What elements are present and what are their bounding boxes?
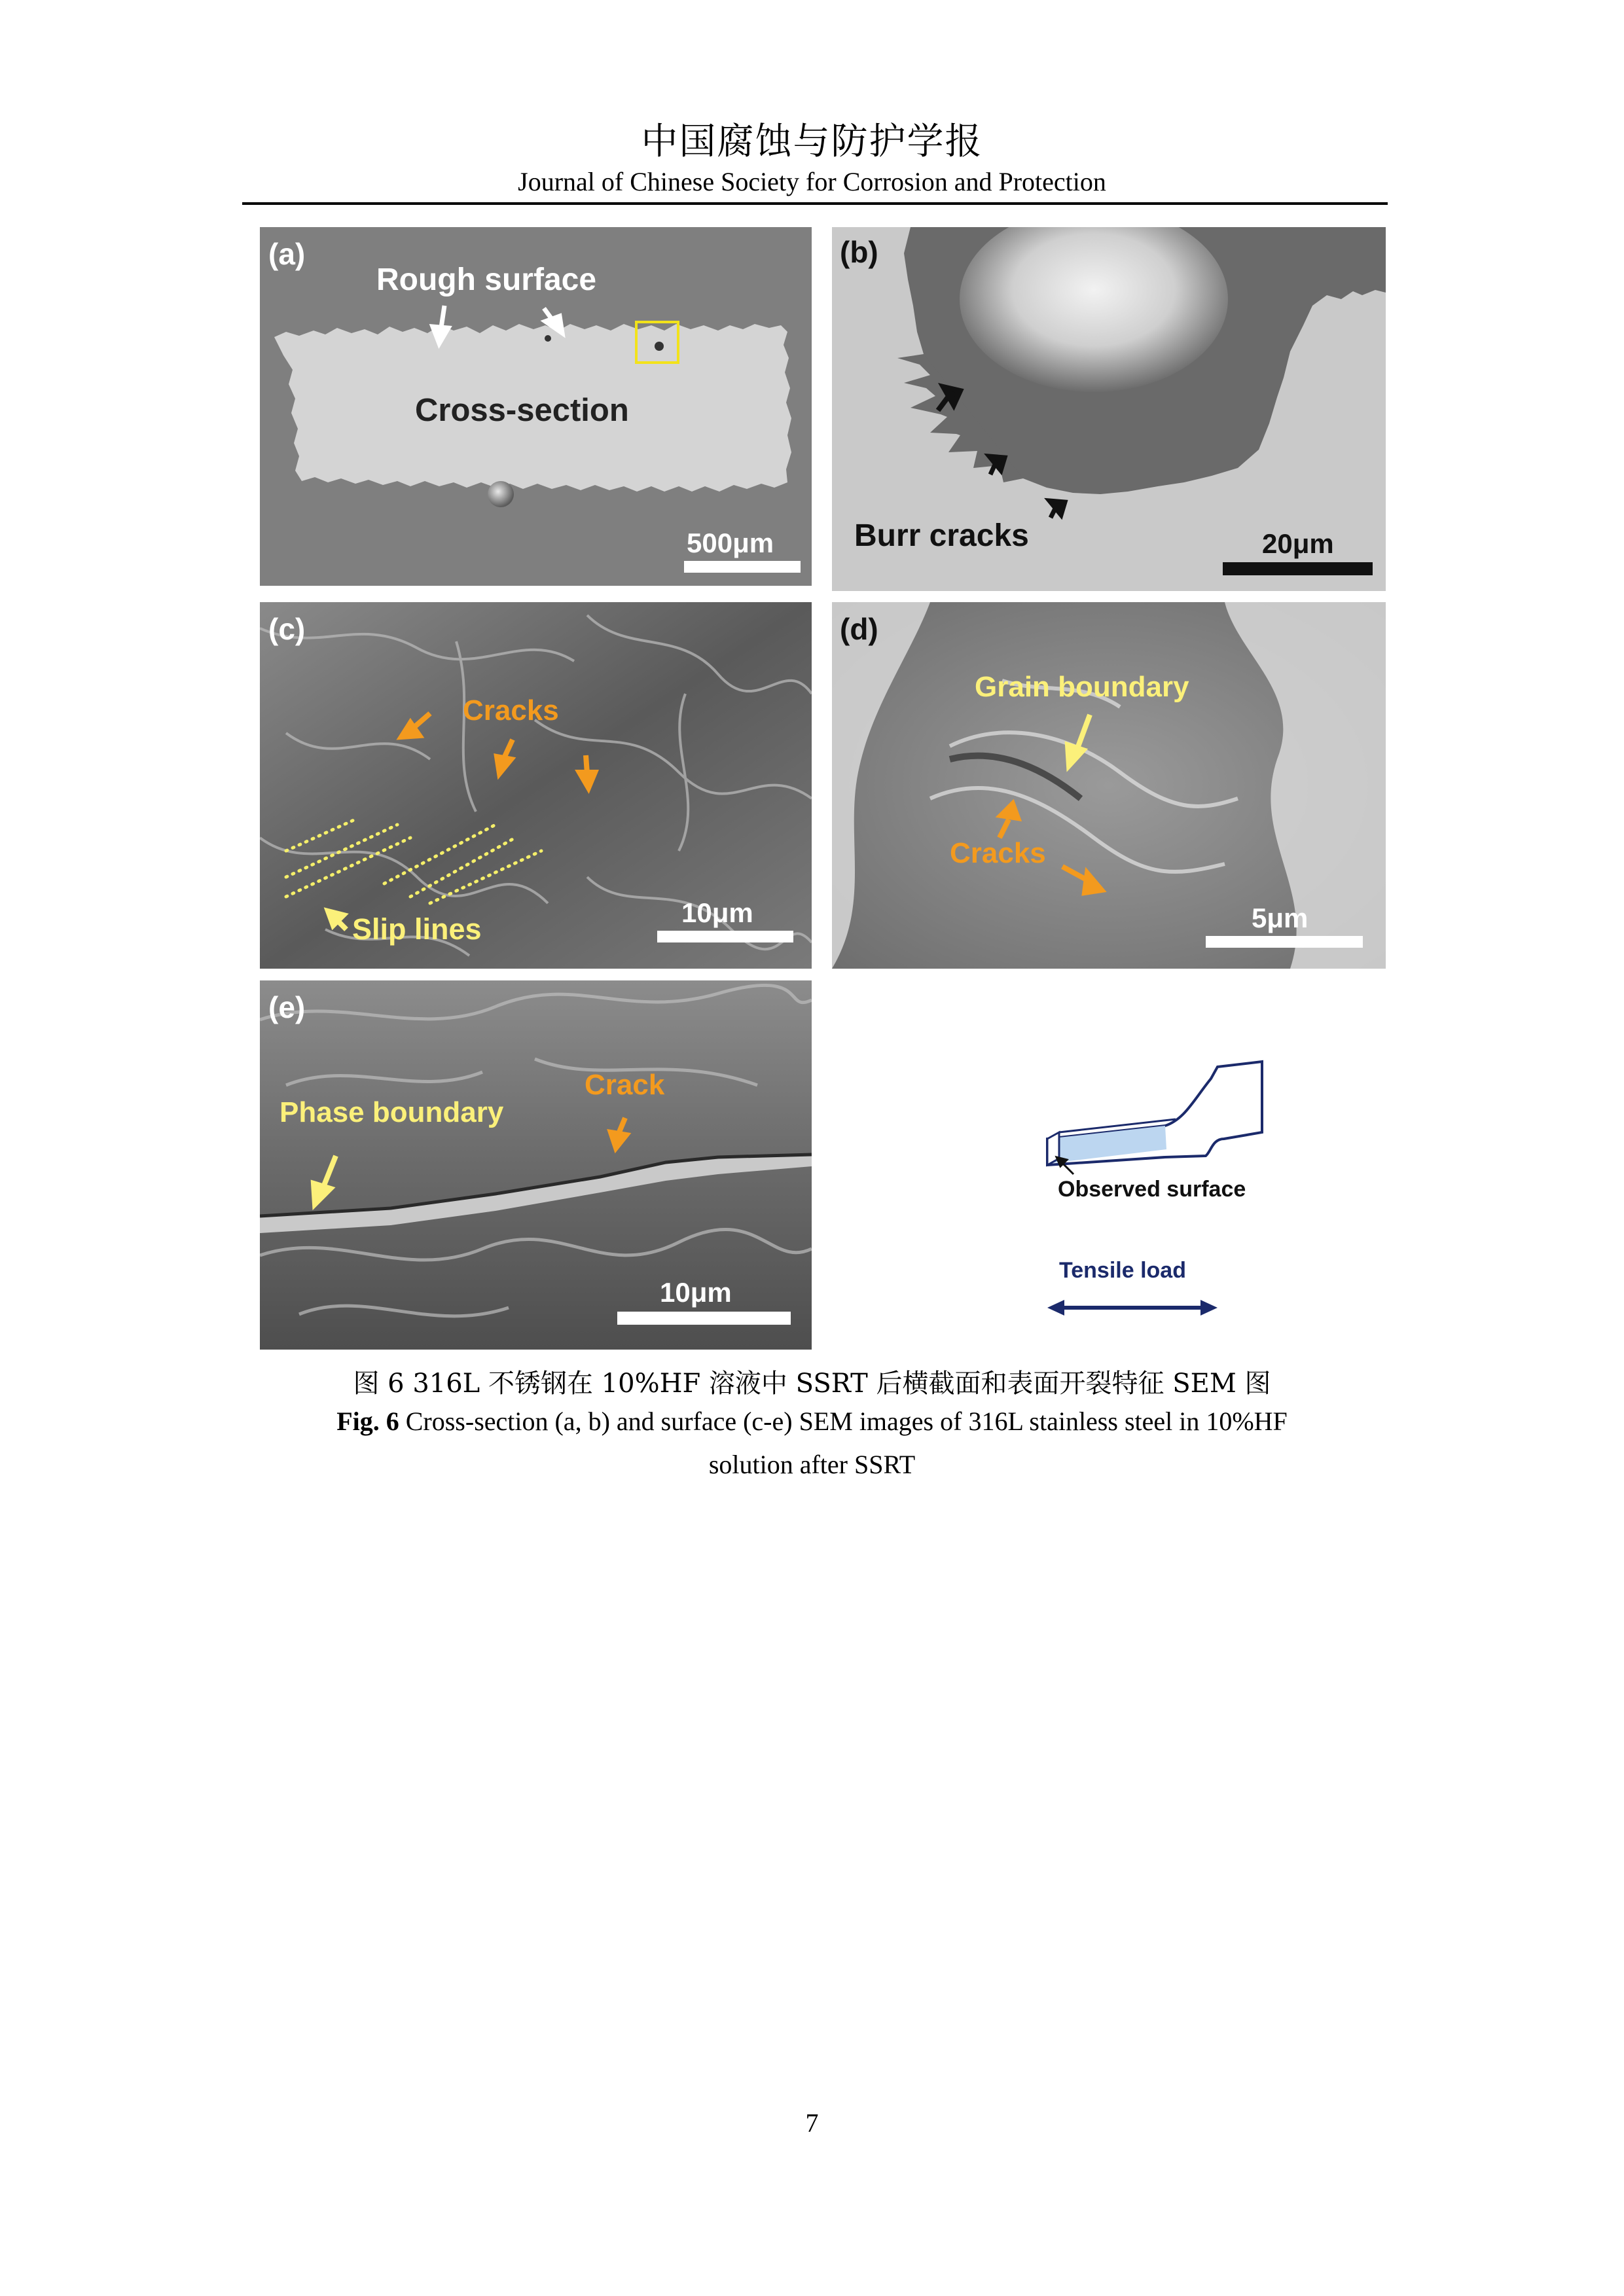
panel-c <box>260 602 812 969</box>
tensile-load-label: Tensile load <box>1059 1258 1186 1283</box>
caption-en-line1 <box>0 1406 1624 1437</box>
header-rule <box>242 202 1388 205</box>
scale-label: 20μm <box>1262 528 1334 559</box>
phase-boundary-label: Phase boundary <box>280 1096 504 1128</box>
panel-tag: (e) <box>268 990 306 1024</box>
slip-lines-label: Slip lines <box>352 912 482 946</box>
tensile-load-arrow <box>1047 1295 1218 1321</box>
scale-bar <box>1206 936 1363 948</box>
grain-boundary-label: Grain boundary <box>975 671 1189 703</box>
scale-label: 500μm <box>687 528 774 558</box>
observed-surface-label: Observed surface <box>1058 1177 1246 1202</box>
scale-label: 5μm <box>1252 903 1308 933</box>
specimen-schematic <box>1021 1028 1296 1302</box>
journal-title-en: Journal of Chinese Society for Corrosion and Protection <box>518 167 1106 196</box>
panel-tag: (d) <box>840 612 878 646</box>
cracks-label: Cracks <box>463 694 559 726</box>
caption-cn: 图 6 316L 不锈钢在 10%HF 溶液中 SSRT 后横截面和表面开裂特征 SEM 图 <box>353 1369 1271 1399</box>
panel-b <box>832 227 1386 591</box>
page-number: 7 <box>805 2108 819 2138</box>
panel-e <box>260 980 812 1350</box>
panel-a <box>260 227 812 586</box>
figure-label: Fig. 6 <box>336 1407 399 1436</box>
scale-bar <box>617 1312 791 1325</box>
burr-cracks-label: Burr cracks <box>854 518 1029 553</box>
scale-label: 10μm <box>681 897 753 928</box>
caption-en-text: Cross-section (a, b) and surface (c-e) SEM images of 316L stainless steel in 10%HF <box>399 1407 1288 1436</box>
pit-feature <box>488 481 514 507</box>
scale-bar <box>684 561 801 573</box>
journal-title-cn: 中国腐蚀与防护学报 <box>641 120 983 163</box>
rough-surface-label: Rough surface <box>376 262 597 297</box>
panel-d <box>832 602 1386 969</box>
panel-tag: (a) <box>268 237 306 271</box>
pit-mark <box>545 335 551 342</box>
panel-tag: (c) <box>268 612 306 646</box>
cracks-label: Cracks <box>950 837 1046 869</box>
crack-label: Crack <box>585 1069 665 1101</box>
scale-label: 10μm <box>660 1277 732 1308</box>
caption-en-line2: solution after SSRT <box>708 1450 916 1479</box>
scale-bar <box>1223 562 1373 575</box>
panel-tag: (b) <box>840 235 878 269</box>
cross-section-label: Cross-section <box>415 393 629 428</box>
pit-mark <box>655 342 664 351</box>
scale-bar <box>657 931 793 942</box>
